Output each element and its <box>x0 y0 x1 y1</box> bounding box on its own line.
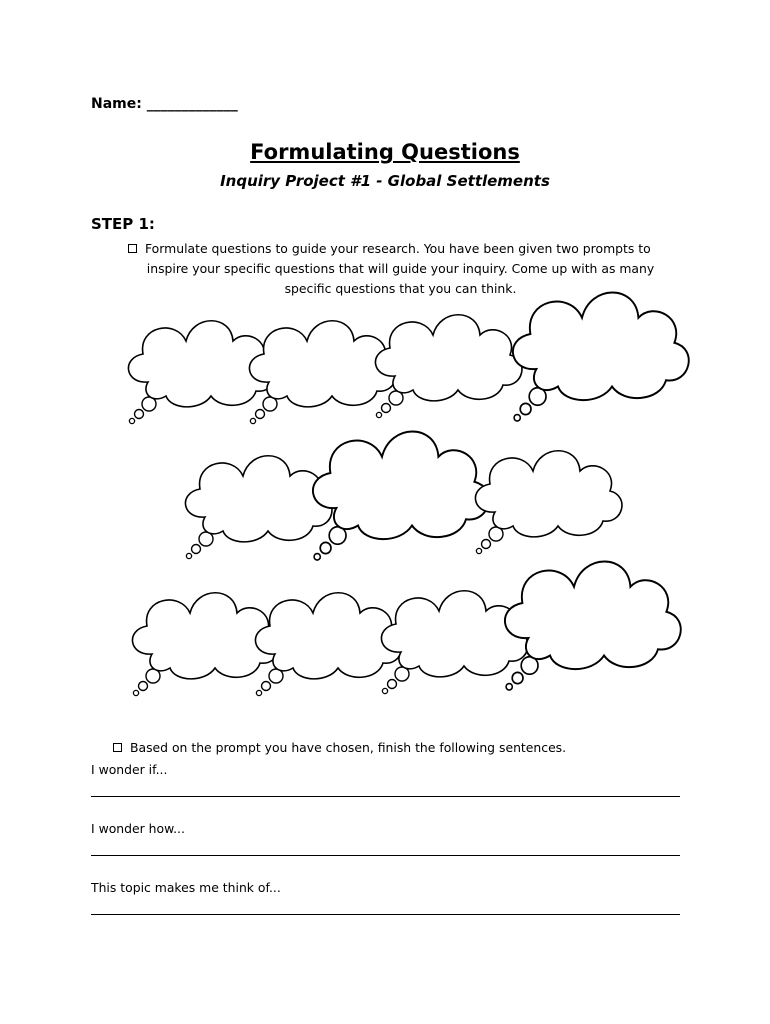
thought-cloud[interactable] <box>513 292 689 421</box>
sentence-prompt <box>113 740 566 755</box>
answer-line[interactable] <box>91 796 680 797</box>
instruction-line-1: Formulate questions to guide your research. You have been given two prompts to <box>145 241 651 256</box>
thought-cloud[interactable] <box>255 593 401 696</box>
thought-cloud[interactable] <box>249 321 395 424</box>
prompt-text: Based on the prompt you have chosen, finish the following sentences. <box>130 740 567 755</box>
thought-cloud[interactable] <box>505 561 681 690</box>
instruction-line-3: specific questions that you can think. <box>284 281 517 296</box>
thought-cloud[interactable] <box>185 456 331 559</box>
sentence-label-wonder-how: I wonder how... <box>91 821 185 836</box>
checkbox-bullet-icon <box>113 743 122 752</box>
thought-cloud[interactable] <box>475 451 621 554</box>
instruction-line-2: inspire your specific questions that will guide your inquiry. Come up with as many <box>146 261 655 276</box>
step-heading: STEP 1: <box>91 215 155 233</box>
sentence-label-topic-think: This topic makes me think of... <box>91 880 281 895</box>
answer-line[interactable] <box>91 914 680 915</box>
answer-line[interactable] <box>91 855 680 856</box>
name-field-label: Name: _____________ <box>91 96 238 112</box>
thought-cloud[interactable] <box>381 591 527 694</box>
page-subtitle: Inquiry Project #1 - Global Settlements <box>220 172 550 190</box>
thought-cloud[interactable] <box>313 431 489 560</box>
sentence-label-wonder-if: I wonder if... <box>91 762 168 777</box>
thought-cloud[interactable] <box>375 315 521 418</box>
page-title: Formulating Questions <box>250 140 520 164</box>
